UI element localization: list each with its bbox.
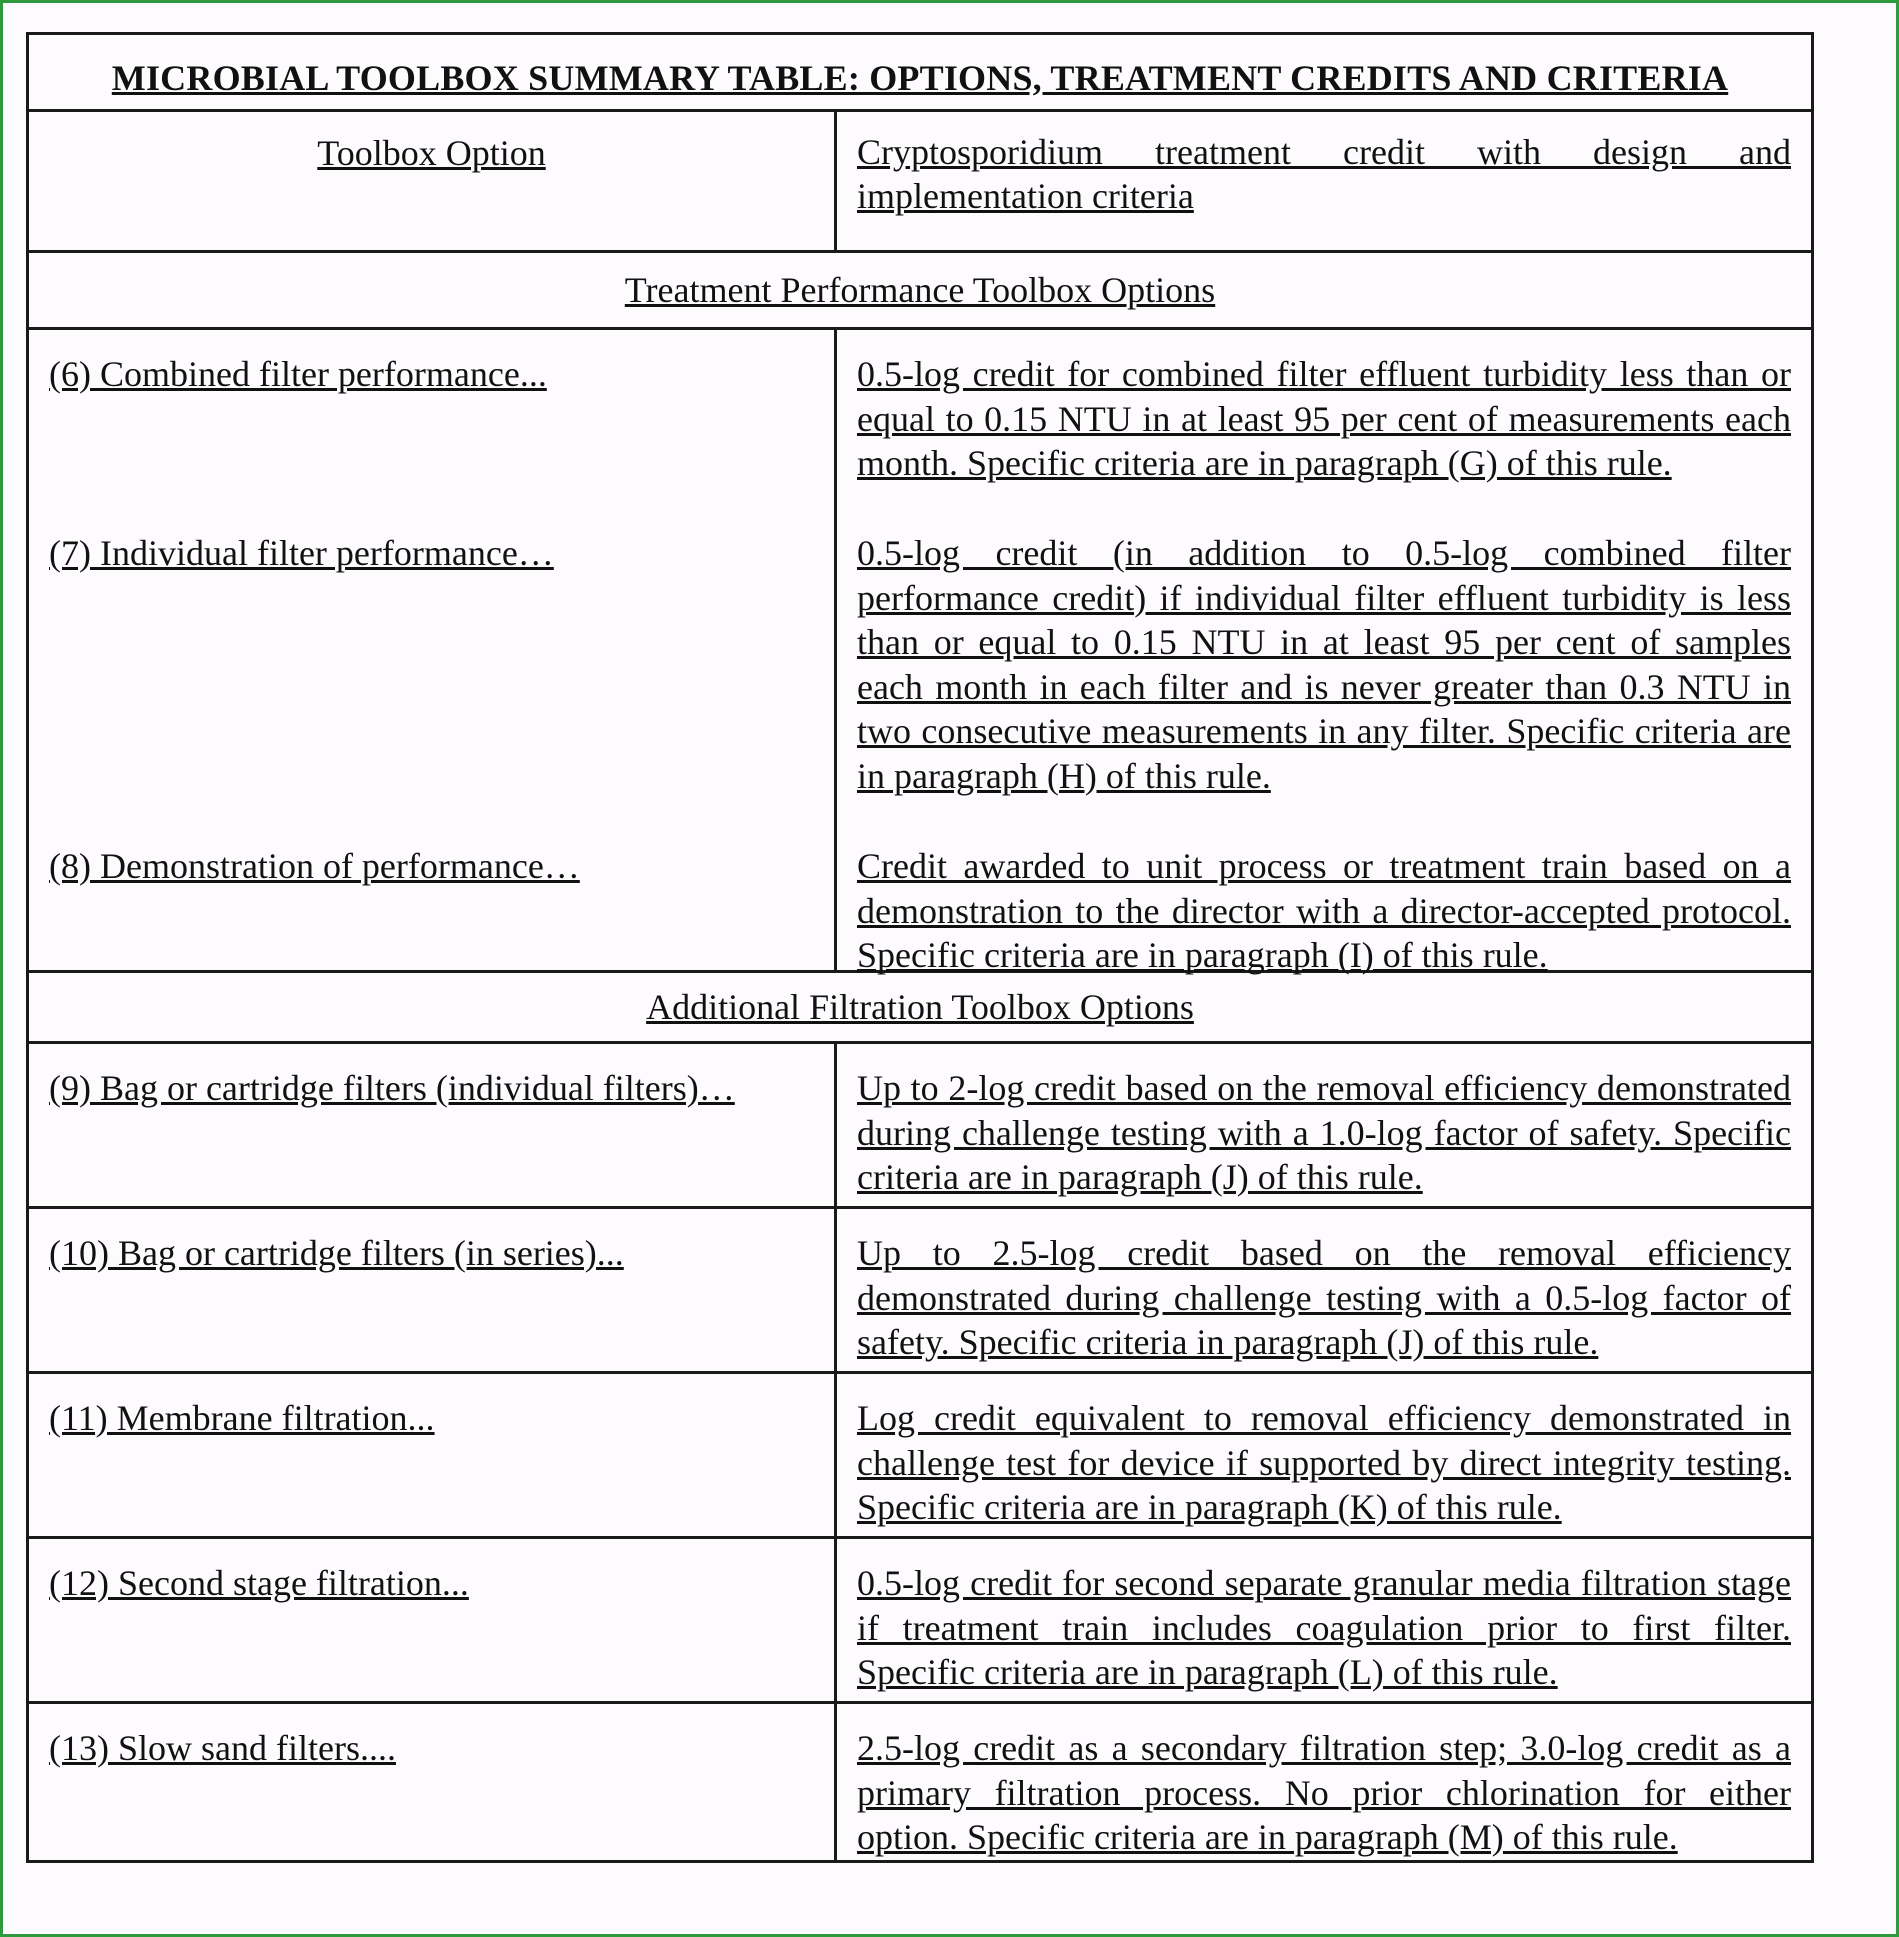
option-individual-filter: (7) Individual filter performance… [49, 533, 554, 573]
table-row [28, 1208, 1813, 1373]
credit-second-stage-filtration: 0.5-log credit for second separate granular media filtration stage if treatment train includes coagulation prior to first filter. Specific criteria are in paragraph (L) of this rule. [857, 1563, 1791, 1692]
section-row-additional-filtration [28, 972, 1813, 1043]
section-heading: Treatment Performance Toolbox Options [28, 252, 1813, 329]
credit-bag-cartridge-individual: Up to 2-log credit based on the removal efficiency demonstrated during challenge testing with a 1.0-log factor of safety. Specific criteria are in paragraph (J) of this rule. [857, 1068, 1791, 1197]
header-credit-criteria: Cryptosporidium treatment credit with design and implementation criteria [836, 111, 1813, 252]
table-row [28, 1373, 1813, 1538]
credit-membrane-filtration: Log credit equivalent to removal efficiency demonstrated in challenge test for device if supported by direct integrity testing. Specific criteria are in paragraph (K) of this rule. [857, 1398, 1791, 1527]
header-toolbox-option: Toolbox Option [28, 111, 836, 252]
option-membrane-filtration: (11) Membrane filtration... [49, 1398, 435, 1438]
table-row-performance-options [28, 329, 1813, 972]
option-cell [28, 1208, 836, 1373]
table-row [28, 1703, 1813, 1862]
credit-bag-cartridge-series: Up to 2.5-log credit based on the removal efficiency demonstrated during challenge testing with a 0.5-log factor of safety. Specific criteria in paragraph (J) of this rule. [857, 1233, 1791, 1362]
credit-combined-filter: 0.5-log credit for combined filter effluent turbidity less than or equal to 0.15 NTU in at least 95 per cent of measurements each month. Specific criteria are in paragraph (G) of this rule. [857, 354, 1791, 483]
option-cell [28, 1373, 836, 1538]
header-row [28, 111, 1813, 252]
credit-slow-sand-filters: 2.5-log credit as a secondary filtration step; 3.0-log credit as a primary filtration process. No prior chlorination for either option. Specific criteria are in paragraph (M) of this rule. [857, 1728, 1791, 1857]
credits-cell [836, 329, 1813, 975]
section-row-treatment-performance [28, 252, 1813, 329]
table-row [28, 1043, 1813, 1208]
microbial-toolbox-table [26, 32, 1814, 1863]
credit-cell [836, 1043, 1813, 1208]
credit-cell [836, 1538, 1813, 1703]
section-heading: Additional Filtration Toolbox Options [28, 972, 1813, 1043]
option-bag-cartridge-individual: (9) Bag or cartridge filters (individual filters)… [49, 1068, 735, 1108]
table-row [28, 1538, 1813, 1703]
option-second-stage-filtration: (12) Second stage filtration... [49, 1563, 469, 1603]
option-combined-filter: (6) Combined filter performance... [49, 354, 547, 394]
option-slow-sand-filters: (13) Slow sand filters.... [49, 1728, 396, 1768]
option-demonstration: (8) Demonstration of performance… [49, 846, 580, 886]
option-cell [28, 1538, 836, 1703]
option-cell [28, 1703, 836, 1862]
credit-cell [836, 1703, 1813, 1862]
credit-cell [836, 1208, 1813, 1373]
option-bag-cartridge-series: (10) Bag or cartridge filters (in series)... [49, 1233, 624, 1273]
credit-demonstration: Credit awarded to unit process or treatment train based on a demonstration to the director with a director-accepted protocol. Specific criteria are in paragraph (I) of this rule. [857, 846, 1791, 975]
credit-individual-filter: 0.5-log credit (in addition to 0.5-log combined filter performance credit) if individual filter effluent turbidity is less than or equal to 0.15 NTU in at least 95 per cent of samples each month in each filter and is never greater than 0.3 NTU in two consecutive measurements in any filter. Specific criteria are in paragraph (H) of this rule. [857, 533, 1791, 796]
options-cell [28, 329, 836, 972]
option-cell [28, 1043, 836, 1208]
title-row [28, 34, 1813, 111]
title-cell [28, 34, 1813, 111]
credit-cell [836, 1373, 1813, 1538]
table-title: MICROBIAL TOOLBOX SUMMARY TABLE: OPTIONS, TREATMENT CREDITS AND CRITERIA [111, 58, 1729, 98]
